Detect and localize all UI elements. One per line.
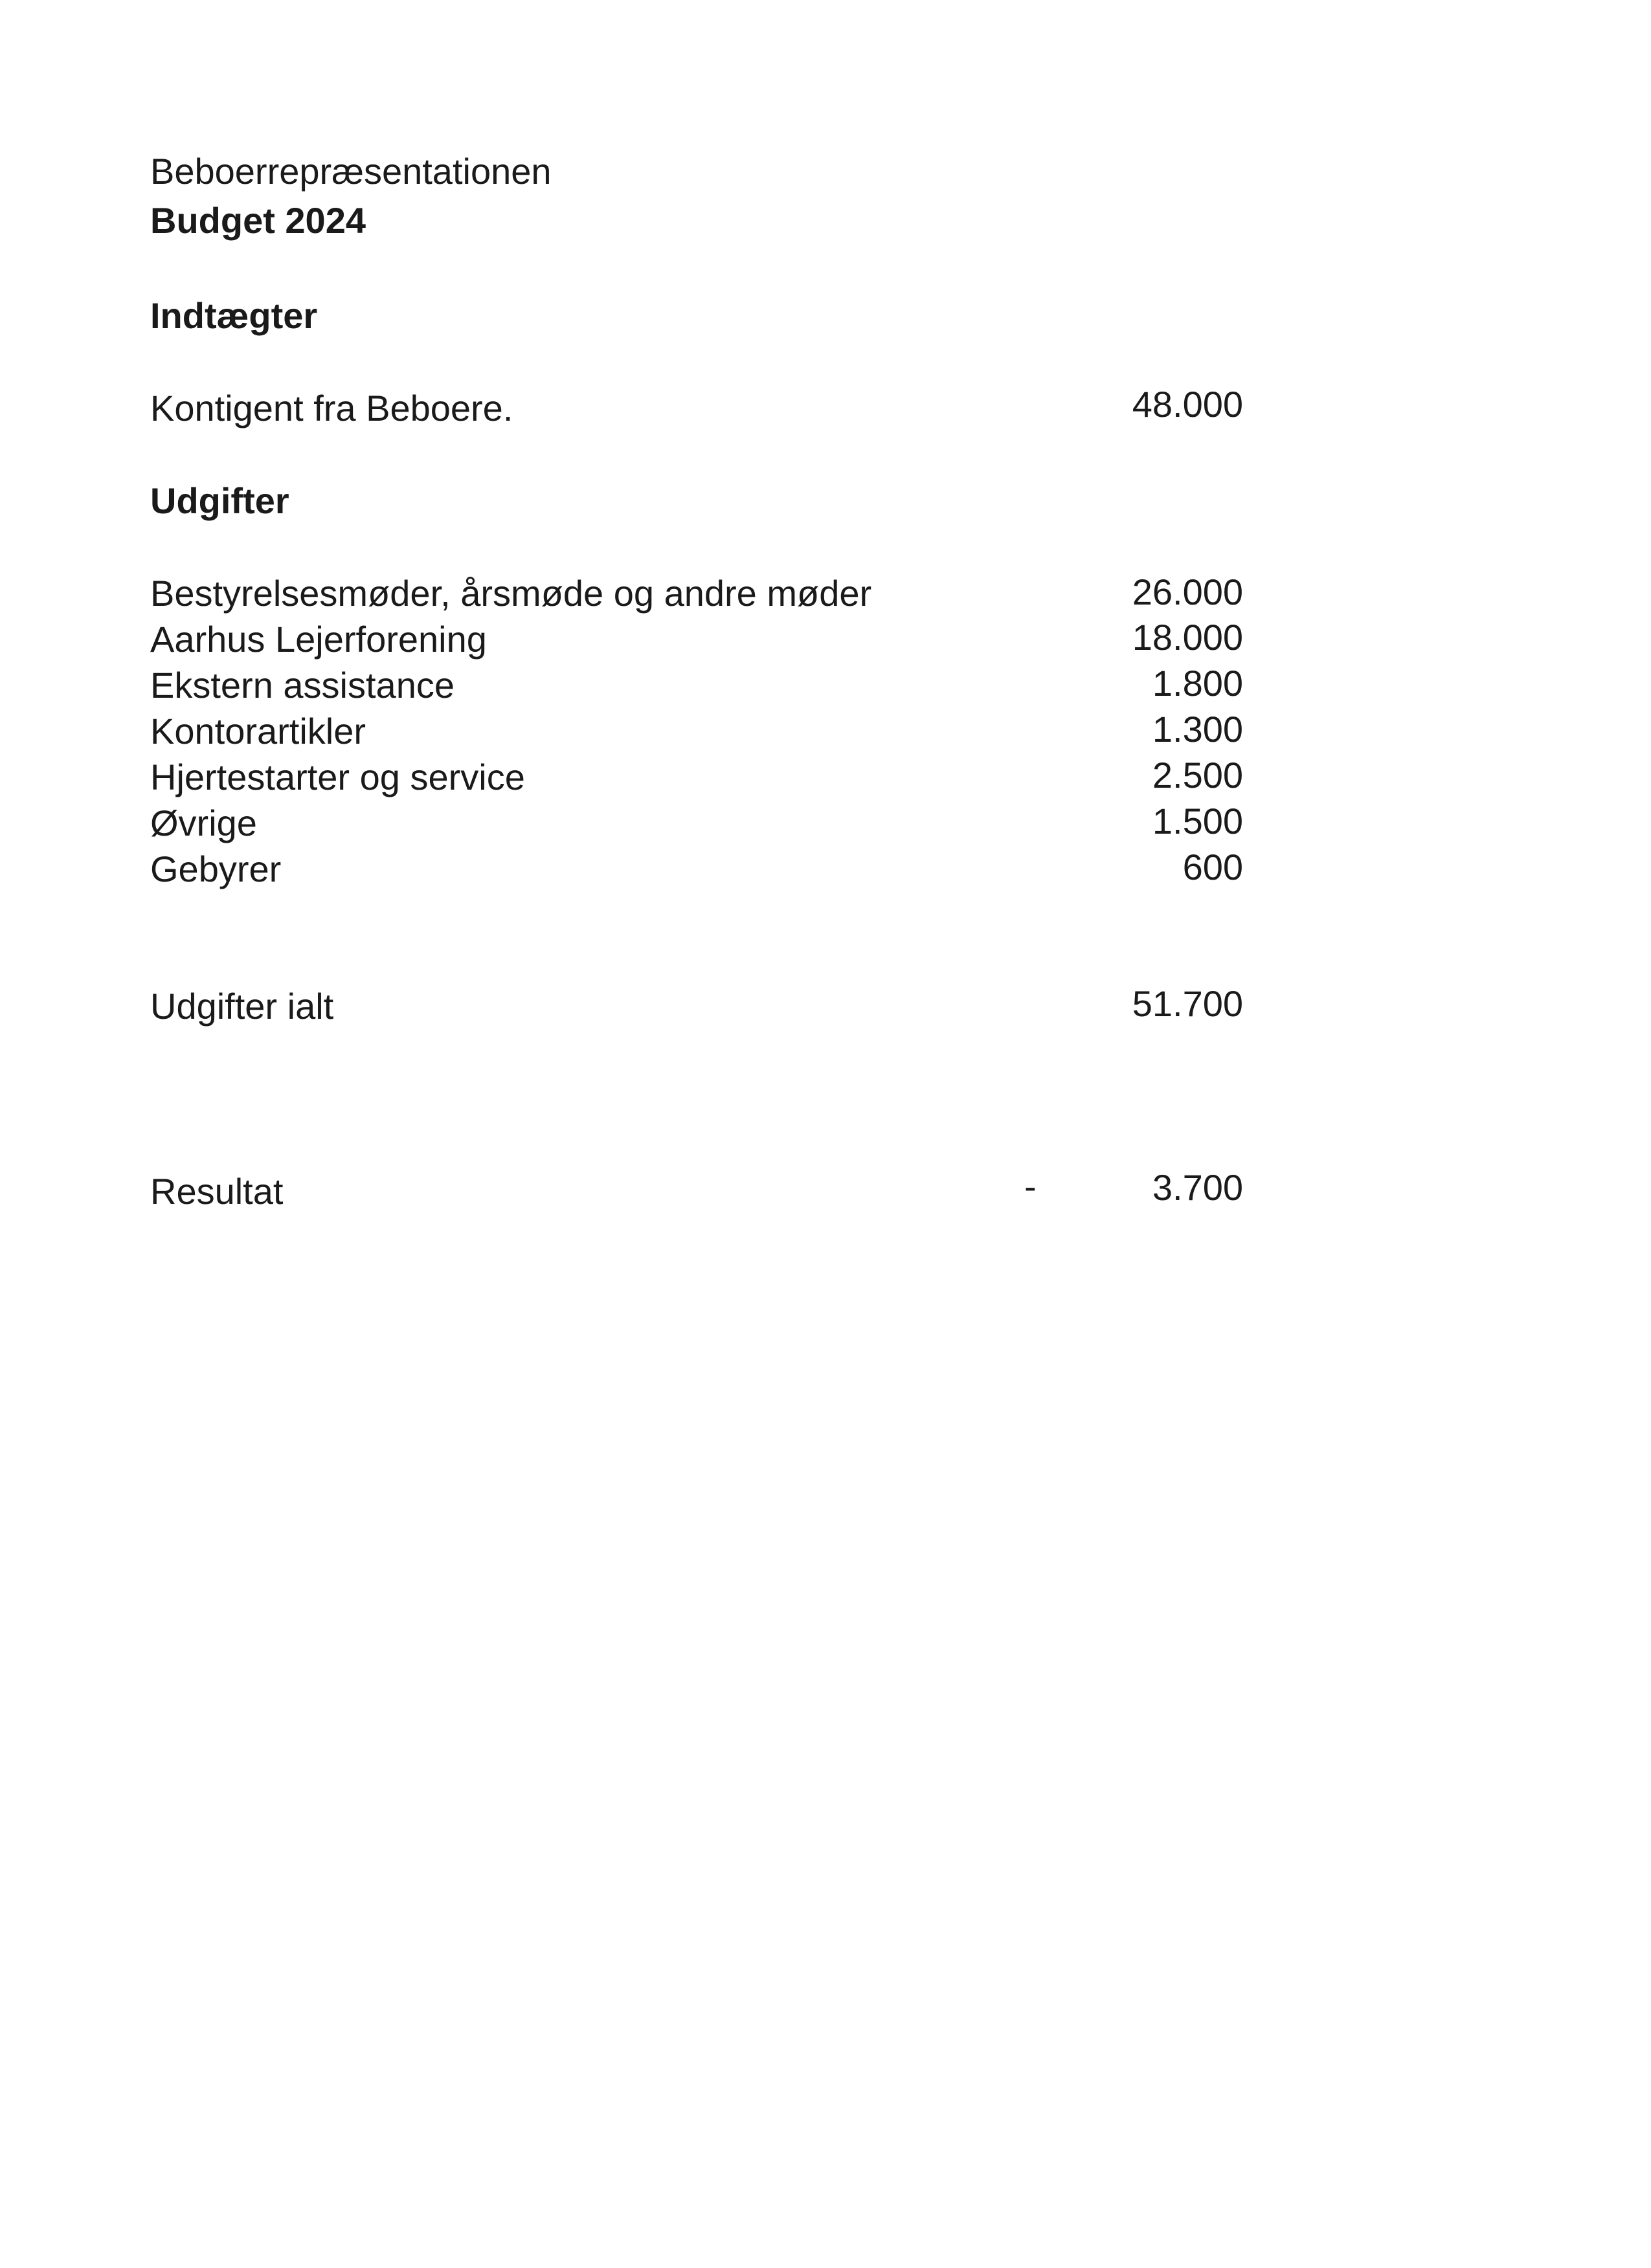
expenses-heading: Udgifter: [150, 480, 289, 521]
expense-amount: 1.800: [1152, 663, 1243, 704]
expense-label: Aarhus Lejerforening: [150, 619, 487, 660]
expenses-total-label: Udgifter ialt: [150, 986, 334, 1027]
income-amount: 48.000: [1132, 384, 1243, 425]
expenses-total-amount: 51.700: [1132, 983, 1243, 1024]
expense-label: Kontorartikler: [150, 711, 366, 751]
expense-label: Gebyrer: [150, 849, 282, 889]
expense-amount: 1.300: [1152, 709, 1243, 750]
result-amount: 3.700: [1152, 1167, 1243, 1208]
expense-amount: 600: [1182, 847, 1243, 887]
organization-name: Beboerrepræsentationen: [150, 151, 552, 192]
expense-label: Ekstern assistance: [150, 665, 455, 706]
expense-label: Hjertestarter og service: [150, 757, 525, 797]
expense-amount: 18.000: [1132, 617, 1243, 658]
result-label: Resultat: [150, 1171, 284, 1212]
result-sign: -: [1024, 1166, 1037, 1206]
document-title: Budget 2024: [150, 200, 366, 241]
expense-amount: 2.500: [1152, 755, 1243, 795]
expense-label: Øvrige: [150, 803, 257, 843]
expense-amount: 26.000: [1132, 572, 1243, 612]
income-label: Kontigent fra Beboere.: [150, 388, 513, 428]
expense-amount: 1.500: [1152, 801, 1243, 841]
income-heading: Indtægter: [150, 295, 318, 336]
expense-label: Bestyrelsesmøder, årsmøde og andre møder: [150, 573, 872, 614]
